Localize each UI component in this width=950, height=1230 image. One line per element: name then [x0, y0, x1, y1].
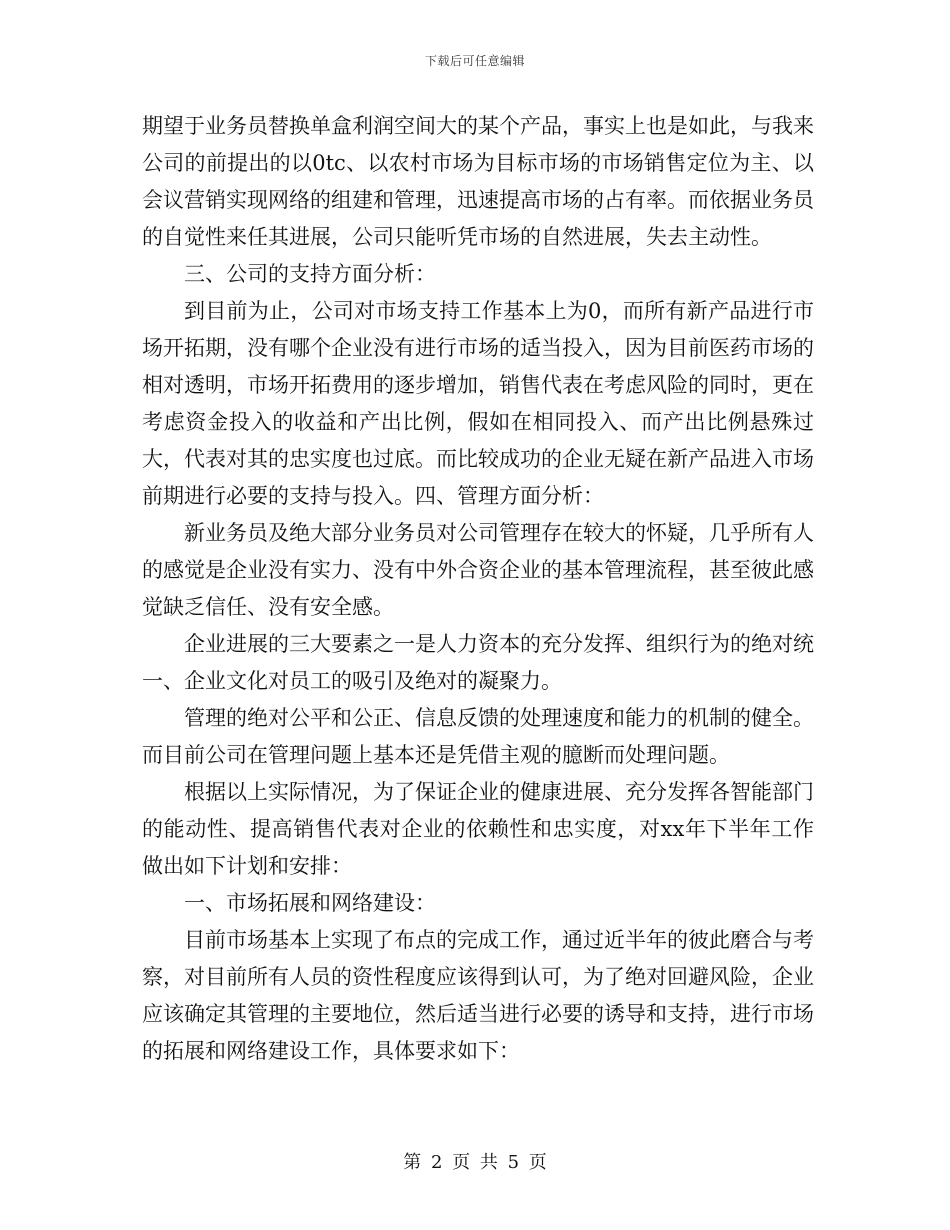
paragraph: 目前市场基本上实现了布点的完成工作，通过近半年的彼此磨合与考察，对目前所有人员的资性程度应该得到认可，为了绝对回避风险，企业应该确定其管理的主要地位，然后适当进行必要的诱导和支持，进行市场的拓展和网络建设工作，具体要求如下： [142, 928, 814, 1063]
paragraph: 企业进展的三大要素之一是人力资本的充分发挥、组织行为的绝对统一、企业文化对员工的吸引及绝对的凝聚力。 [142, 632, 814, 693]
page-number-footer: 第 2 页 共 5 页 [403, 1152, 547, 1173]
document-body [142, 108, 814, 1070]
paragraph: 期望于业务员替换单盒利润空间大的某个产品，事实上也是如此，与我来公司的前提出的以0tc、以农村市场为目标市场的市场销售定位为主、以会议营销实现网络的组建和管理，迅速提高市场的占有率。而依据业务员的自觉性来任其进展，公司只能听凭市场的自然进展，失去主动性。 [142, 114, 814, 249]
paragraph: 管理的绝对公平和公正、信息反馈的处理速度和能力的机制的健全。而目前公司在管理问题上基本还是凭借主观的臆断而处理问题。 [142, 706, 814, 767]
page-header: 下载后可任意编辑 [424, 54, 525, 68]
section-heading: 一、市场拓展和网络建设： [184, 891, 436, 915]
paragraph: 到目前为止，公司对市场支持工作基本上为0，而所有新产品进行市场开拓期，没有哪个企业没有进行市场的适当投入，因为目前医药市场的相对透明，市场开拓费用的逐步增加，销售代表在考虑风险的同时，更在考虑资金投入的收益和产出比例，假如在相同投入、而产出比例悬殊过大，代表对其的忠实度也过底。而比较成功的企业无疑在新产品进入市场前期进行必要的支持与投入。四、管理方面分析： [142, 299, 814, 508]
section-heading: 三、公司的支持方面分析： [184, 262, 436, 286]
paragraph: 根据以上实际情况，为了保证企业的健康进展、充分发挥各智能部门的能动性、提高销售代表对企业的依赖性和忠实度，对xx年下半年工作做出如下计划和安排： [142, 780, 814, 878]
paragraph: 新业务员及绝大部分业务员对公司管理存在较大的怀疑，几乎所有人的感觉是企业没有实力、没有中外合资企业的基本管理流程，甚至彼此感觉缺乏信任、没有安全感。 [142, 521, 814, 619]
